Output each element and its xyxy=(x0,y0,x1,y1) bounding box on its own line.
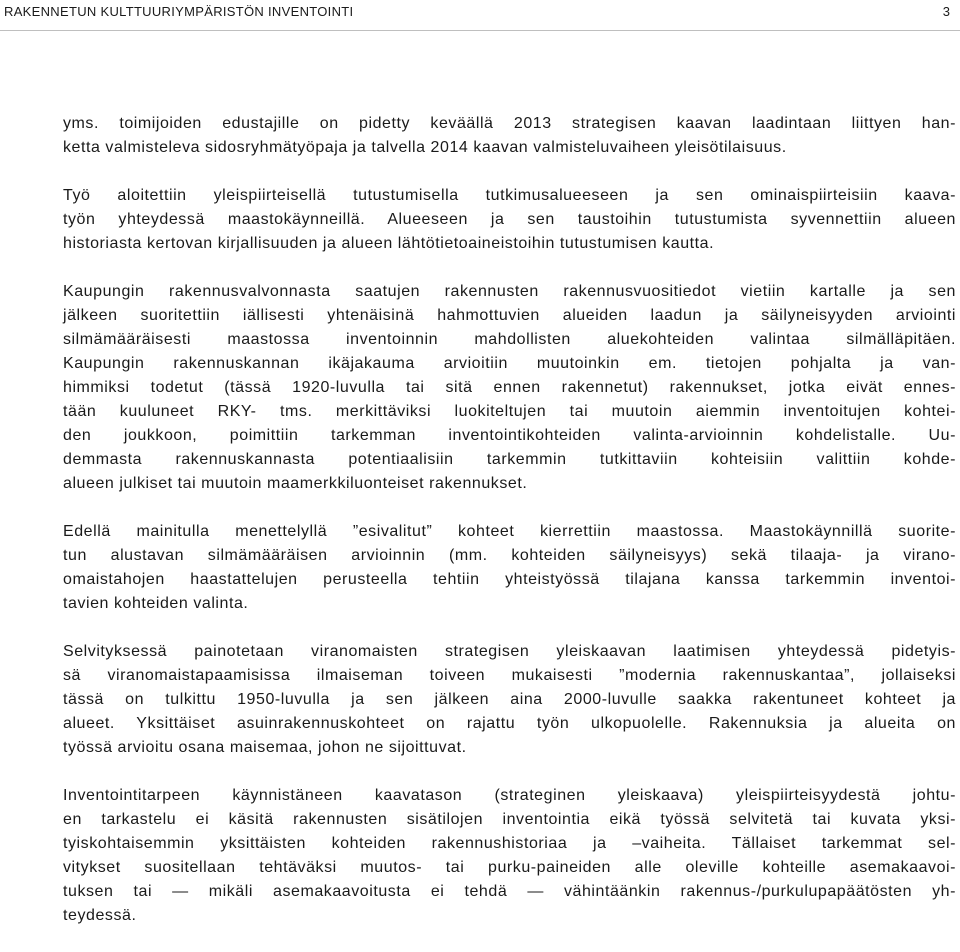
text-line: työn yhteydessä maastokäynneillä. Alueeseen ja sen taustoihin tutustumista syvennettiin alueen xyxy=(63,211,956,228)
text-line: demmasta rakennuskannasta potentiaalisiin tarkemmin tutkittaviin kohteisiin valittiin kohde- xyxy=(63,451,956,468)
text-line: tuksen tai — mikäli asemakaavoitusta ei tehdä — vähintäänkin rakennus-/purkulupapäätösten yh- xyxy=(63,883,956,900)
text-line: himmiksi todetut (tässä 1920-luvulla tai sitä ennen rakennetut) rakennukset, jotka eivät ennes- xyxy=(63,379,956,396)
paragraph-building-data xyxy=(63,280,956,496)
text-line: Inventointitarpeen käynnistäneen kaavatason (strateginen yleiskaava) yleispiirteisyydestä johtu- xyxy=(63,787,956,804)
page-number: 3 xyxy=(942,4,950,19)
text-line: tavien kohteiden valinta. xyxy=(63,595,249,612)
text-line: Edellä mainitulla menettelyllä ”esivalitut” kohteet kierrettiin maastossa. Maastokäynnillä suorite- xyxy=(63,523,956,540)
text-line: en tarkastelu ei käsitä rakennusten sisätilojen inventointia eikä työssä selvitetä tai kuvata yksi- xyxy=(63,811,956,828)
text-line: Kaupungin rakennuskannan ikäjakauma arvioitiin muutoinkin em. tietojen pohjalta ja van- xyxy=(63,355,956,372)
text-line: Työ aloitettiin yleispiirteisellä tutustumisella tutkimusalueeseen ja sen ominaispiirteisiin kaava- xyxy=(63,187,956,204)
text-line: tässä on tulkittu 1950-luvulla ja sen jälkeen aina 2000-luvulle saakka rakentuneet kohteet ja xyxy=(63,691,956,708)
text-line: teydessä. xyxy=(63,907,137,924)
text-line: vitykset suositellaan tehtäväksi muutos- tai purku-paineiden alle oleville kohteille asemakaavoi- xyxy=(63,859,956,876)
text-line: tun alustavan silmämääräisen arvioinnin (mm. kohteiden säilyneisyys) sekä tilaaja- ja virano- xyxy=(63,547,956,564)
paragraph-modern-stock xyxy=(63,640,956,760)
text-line: Selvityksessä painotetaan viranomaisten strategisen yleiskaavan laatimisen yhteydessä pidetyis- xyxy=(63,643,956,660)
text-line: ketta valmisteleva sidosryhmätyöpaja ja talvella 2014 kaavan valmisteluvaiheen yleisötilaisuus. xyxy=(63,139,787,156)
paragraph-stakeholders xyxy=(63,112,956,160)
text-line: Kaupungin rakennusvalvonnasta saatujen rakennusten rakennusvuositiedot vietiin kartalle ja sen xyxy=(63,283,956,300)
text-line: den joukkoon, poimittiin tarkemman inventointikohteiden valinta-arvioinnin kohdelistalle. Uu- xyxy=(63,427,956,444)
text-line: työssä arvioitu osana maisemaa, johon ne sijoittuvat. xyxy=(63,739,467,756)
text-line: alueen julkiset tai muutoin maamerkkiluonteiset rakennukset. xyxy=(63,475,528,492)
text-line: alueet. Yksittäiset asuinrakennuskohteet on rajattu työn ulkopuolelle. Rakennuksia ja alueita on xyxy=(63,715,956,732)
text-line: historiasta kertovan kirjallisuuden ja alueen lähtötietoaineistoihin tutustumisen kautta. xyxy=(63,235,715,252)
text-line: tyiskohtaisemmin yksittäisten kohteiden rakennushistoriaa ja –vaiheita. Tällaiset tarkemmat sel- xyxy=(63,835,956,852)
paragraph-preselected xyxy=(63,520,956,616)
text-line: jälkeen suoritettiin iällisesti yhtenäisinä hahmottuvien alueiden laadun ja säilyneisyyden arviointi xyxy=(63,307,956,324)
text-line: yms. toimijoiden edustajille on pidetty keväällä 2013 strategisen kaavan laadintaan liittyen han- xyxy=(63,115,956,132)
document-body xyxy=(63,112,956,952)
text-line: tään kuuluneet RKY- tms. merkittäviksi luokiteltujen tai muutoin aiemmin inventoitujen kohtei- xyxy=(63,403,956,420)
paragraph-scope xyxy=(63,784,956,928)
document-title: RAKENNETUN KULTTUURIYMPÄRISTÖN INVENTOINTI xyxy=(4,4,354,19)
text-line: silmämääräisesti maastossa inventoinnin mahdollisten aluekohteiden valintaa silmälläpitäen. xyxy=(63,331,956,348)
text-line: omaistahojen haastattelujen perusteella tehtiin yhteistyössä tilajana kanssa tarkemmin inventoi- xyxy=(63,571,956,588)
paragraph-work-start xyxy=(63,184,956,256)
page-header xyxy=(0,0,960,31)
text-line: sä viranomaistapaamisissa ilmaiseman toiveen mukaisesti ”modernia rakennuskantaa”, jollaiseksi xyxy=(63,667,956,684)
